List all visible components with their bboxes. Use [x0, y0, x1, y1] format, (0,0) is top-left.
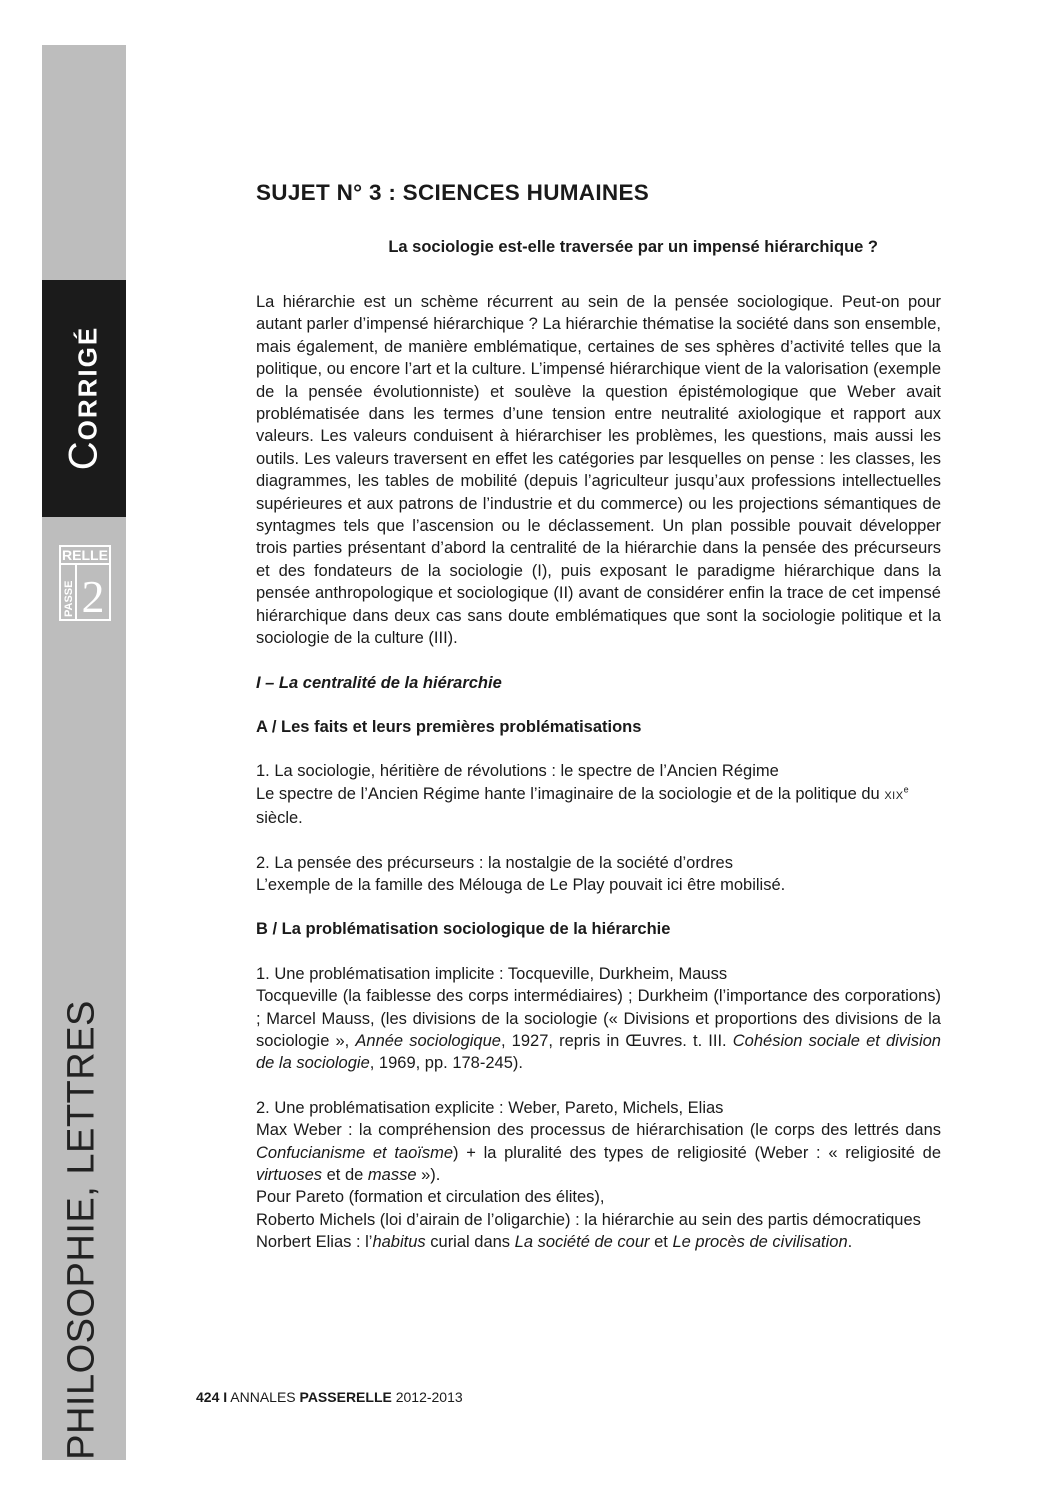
section-b-item-1-text: Tocqueville (la faiblesse des corps intermédiaires) ; Durkheim (l’importance des corporations) ; Marcel Mauss, (les divisions de la sociologie (« Divisions et proportions des divisions de la sociologie », Année sociologique, 1927, repris in Œuvres. t. III. Cohésion sociale et division de la sociologie, 1969, pp. 178-245).	[256, 987, 941, 1073]
section-b-item-2-title: 2. Une problématisation explicite : Weber, Pareto, Michels, Elias	[256, 1098, 724, 1117]
michels-paragraph: Roberto Michels (loi d’airain de l’oligarchie) : la hiérarchie au sein des partis démocratiques	[256, 1210, 921, 1229]
section-a-item-2-title: 2. La pensée des précurseurs : la nostalgie de la société d’ordres	[256, 853, 733, 872]
sidebar-vertical-title: PHILOSOPHIE, LETTRES	[60, 1000, 103, 1460]
subject-title: SUJET N° 3 : SCIENCES HUMAINES	[256, 180, 650, 205]
intro-paragraph: La hiérarchie est un schème récurrent au sein de la pensée sociologique. Peut-on pour autant parler d’impensé hiérarchique ? La hiérarchie thématise la société dans son ensemble, mais également, de manière emblématique, certaines de ses sphères d’activité telles que la politique, ou encore l’art et la culture. L’impensé hiérarchique vient de la valorisation (exemple de la pensée évolutionniste) et soulève la question épistémologique que Weber avait problématisée dans les termes d’une tension entre neutralité axiologique et rapport aux valeurs. Les valeurs conduisent à hiérarchiser les problèmes, les questions, mais aussi les outils. Les valeurs traversent en effet les catégories par lesquelles on pense : les classes, les diagrammes, les tables de mobilité (depuis l’agriculteur jusqu’aux professions intellectuelles supérieures et aux patrons de l’industrie et du commerce) ou les projections sémantiques de syntagmes tels que l’ascension ou le déclassement. Un plan possible pouvait développer trois parties présentant d’abord la centralité de la hiérarchie dans la pensée des précurseurs et des fondateurs de la sociologie (I), puis exposant le paradigme hiérarchique dans la pensée anthropologique et sociologique (II) avant de considérer enfin la trace de cet impensé hiérarchique dans deux cas sans doute emblématiques que sont la sociologie politique et la sociologie de la culture (III).	[256, 293, 941, 648]
main-content	[256, 180, 941, 1254]
section-b-item-1-title: 1. Une problématisation implicite : Tocqueville, Durkheim, Mauss	[256, 964, 728, 983]
logo-number: 2	[81, 571, 105, 621]
subject-question: La sociologie est-elle traversée par un impensé hiérarchique ?	[388, 238, 878, 256]
logo-side-text: PASSE	[63, 580, 75, 617]
passerelle-logo	[59, 545, 111, 621]
logo-top-text: RELLE	[62, 547, 108, 563]
pareto-line: Pour Pareto (formation et circulation des élites),	[256, 1188, 605, 1207]
part-1-heading: I – La centralité de la hiérarchie	[256, 673, 502, 692]
section-label: CORRIGÉ	[61, 325, 106, 471]
section-a-heading: A / Les faits et leurs premières problématisations	[256, 717, 642, 736]
section-b-heading: B / La problématisation sociologique de la hiérarchie	[256, 920, 671, 939]
section-a-item-1-title: 1. La sociologie, héritière de révolutions : le spectre de l’Ancien Régime	[256, 762, 779, 781]
page-footer: 424 I ANNALES PASSERELLE 2012-2013	[196, 1389, 463, 1405]
elias-line: Norbert Elias : l’habitus curial dans La société de cour et Le procès de civilisation.	[256, 1233, 853, 1252]
weber-paragraph: Max Weber : la compréhension des processus de hiérarchisation (le corps des lettrés dans Confucianisme et taoïsme) + la pluralité des types de religiosité (Weber : « religiosité de virtuoses et de masse »).	[256, 1121, 941, 1184]
section-a-item-2-text: L’exemple de la famille des Mélouga de Le Play pouvait ici être mobilisé.	[256, 875, 786, 894]
page-number: 424	[196, 1389, 220, 1405]
section-a-item-1-text: Le spectre de l’Ancien Régime hante l’imaginaire de la sociologie et de la politique du XIXe siècle.	[256, 784, 909, 828]
